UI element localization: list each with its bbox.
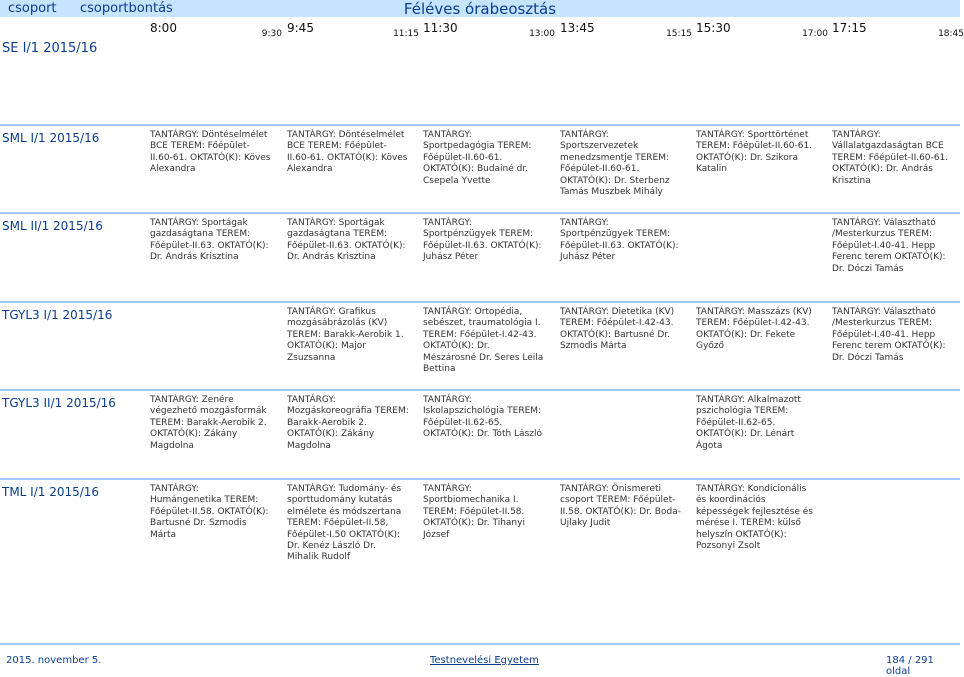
slot-end-time: 9:30 [261, 29, 282, 39]
row-label: TGYL3 I/1 2015/16 [2, 308, 113, 322]
lesson-cell: TANTÁRGY: Grafikus mozgásábrázolás (KV) TEREM: Barakk-Aerobik 1. OKTATÓ(K): Major Zsuzsanna [287, 307, 404, 363]
slot-start-time: 8:00 [150, 21, 177, 35]
lesson-cell: TANTÁRGY: Humángenetika TEREM: Főépület-II.58. OKTATÓ(K): Bartusné Dr. Szmodis Márta [150, 484, 269, 540]
row-label: SML I/1 2015/16 [2, 131, 100, 145]
lesson-cell: TANTÁRGY: Sportszervezetek menedzsmentje TEREM: Főépület-II.60-61. OKTATÓ(K): Dr. Sterbenz Tamás Muszbek Mihály [560, 130, 670, 198]
slot-start-time: 17:15 [832, 21, 867, 35]
lesson-cell: TANTÁRGY: Sportágak gazdaságtana TEREM: Főépület-II.63. OKTATÓ(K): Dr. András Krisztina [150, 218, 269, 263]
footer-institution[interactable]: Testnevelési Egyetem [430, 655, 539, 666]
lesson-cell: TANTÁRGY: Mozgáskoreográfia TEREM: Barakk-Aerobik 2. OKTATÓ(K): Zákány Magdolna [287, 395, 409, 451]
lesson-cell: TANTÁRGY: Kondicionális és koordinációs képességek fejlesztése és mérése I. TEREM: külső helyszín OKTATÓ(K): Pozsonyi Zsolt [696, 484, 813, 552]
footer-date: 2015. november 5. [6, 655, 102, 666]
lesson-cell: TANTÁRGY: Sportpedagógia TEREM: Főépület-II.60-61. OKTATÓ(K): Budainé dr. Csepela Yvette [423, 130, 532, 186]
slot-start-time: 11:30 [423, 21, 458, 35]
lesson-cell: TANTÁRGY: Ortopédia, sebészet, traumatológia I. TEREM: Főépület-I.42-43. OKTATÓ(K): Dr. Mészárosné Dr. Seres Leila Bettina [423, 307, 544, 375]
row-divider [0, 389, 960, 391]
page-title: Féléves órabeosztás [403, 0, 557, 18]
row-divider [0, 643, 960, 645]
slot-end-time: 13:00 [529, 29, 555, 39]
lesson-cell: TANTÁRGY: Tudomány- és sporttudomány kutatás elmélete és módszertana TEREM: Főépület-II.58, Főépület-I.50 OKTATÓ(K): Dr. Kenéz László Dr. Mihalik Rudolf [287, 484, 402, 563]
lesson-cell: TANTÁRGY: Dietetika (KV) TEREM: Főépület-I.42-43. OKTATÓ(K): Bartusné Dr. Szmodis Márta [560, 307, 675, 352]
lesson-cell: TANTÁRGY: Döntéselmélet BCE TEREM: Főépület-II.60-61. OKTATÓ(K): Köves Alexandra [150, 130, 271, 175]
row-divider [0, 212, 960, 214]
row-label: TGYL3 II/1 2015/16 [2, 396, 116, 410]
footer-page: 184 / 291 oldal [886, 655, 934, 677]
group-name: SE I/1 2015/16 [2, 41, 98, 56]
row-label: TML I/1 2015/16 [2, 485, 100, 499]
groups-link[interactable]: csoport [8, 1, 57, 16]
lesson-cell: TANTÁRGY: Választható /Mesterkurzus TEREM: Főépület-I.40-41. Hepp Ferenc terem OKTATÓ(K): Dr. Dóczi Tamás [832, 307, 946, 363]
slot-end-time: 18:45 [938, 29, 964, 39]
lesson-cell: TANTÁRGY: Zenére végezhető mozgásformák TEREM: Barakk-Aerobik 2. OKTATÓ(K): Zákány Magdolna [150, 395, 267, 451]
row-label: SML II/1 2015/16 [2, 219, 103, 233]
row-divider [0, 478, 960, 480]
lesson-cell: TANTÁRGY: Sporttörténet TEREM: Főépület-II.60-61. OKTATÓ(K): Dr. Szikora Katalin [696, 130, 813, 175]
lesson-cell: TANTÁRGY: Sportágak gazdaságtana TEREM: Főépület-II.63. OKTATÓ(K): Dr. András Krisztina [287, 218, 406, 263]
lesson-cell: TANTÁRGY: Sportpénzügyek TEREM: Főépület-II.63. OKTATÓ(K): Juhász Péter [560, 218, 679, 263]
lesson-cell: TANTÁRGY: Választható /Mesterkurzus TEREM: Főépület-I.40-41. Hepp Ferenc terem OKTATÓ(K): Dr. Dóczi Tamás [832, 218, 946, 274]
lesson-cell: TANTÁRGY: Döntéselmélet BCE TEREM: Főépület-II.60-61. OKTATÓ(K): Köves Alexandra [287, 130, 408, 175]
lesson-cell: TANTÁRGY: Önismereti csoport TEREM: Főépület-II.58. OKTATÓ(K): Dr. Boda-Ujlaky Judit [560, 484, 681, 529]
slot-start-time: 9:45 [287, 21, 314, 35]
slot-end-time: 11:15 [393, 29, 419, 39]
slot-start-time: 15:30 [696, 21, 731, 35]
row-divider [0, 124, 960, 126]
lesson-cell: TANTÁRGY: Sportpénzügyek TEREM: Főépület-II.63. OKTATÓ(K): Juhász Péter [423, 218, 542, 263]
slot-start-time: 13:45 [560, 21, 595, 35]
group-split-link[interactable]: csoportbontás [80, 1, 173, 16]
lesson-cell: TANTÁRGY: Vállalatgazdaságtan BCE TEREM: Főépület-II.60-61. OKTATÓ(K): Dr. András Krisztina [832, 130, 949, 186]
lesson-cell: TANTÁRGY: Sportbiomechanika I. TEREM: Főépület-II.58. OKTATÓ(K): Dr. Tihanyi József [423, 484, 525, 540]
lesson-cell: TANTÁRGY: Masszázs (KV) TEREM: Főépület-I.42-43. OKTATÓ(K): Dr. Fekete Győző [696, 307, 812, 352]
slot-end-time: 17:00 [802, 29, 828, 39]
lesson-cell: TANTÁRGY: Iskolapszichológia TEREM: Főépület-II.62-65. OKTATÓ(K): Dr. Tóth László [423, 395, 542, 440]
slot-end-time: 15:15 [666, 29, 692, 39]
row-divider [0, 301, 960, 303]
lesson-cell: TANTÁRGY: Alkalmazott pszichológia TEREM: Főépület-II.62-65. OKTATÓ(K): Dr. Lénárt Ágota [696, 395, 801, 451]
